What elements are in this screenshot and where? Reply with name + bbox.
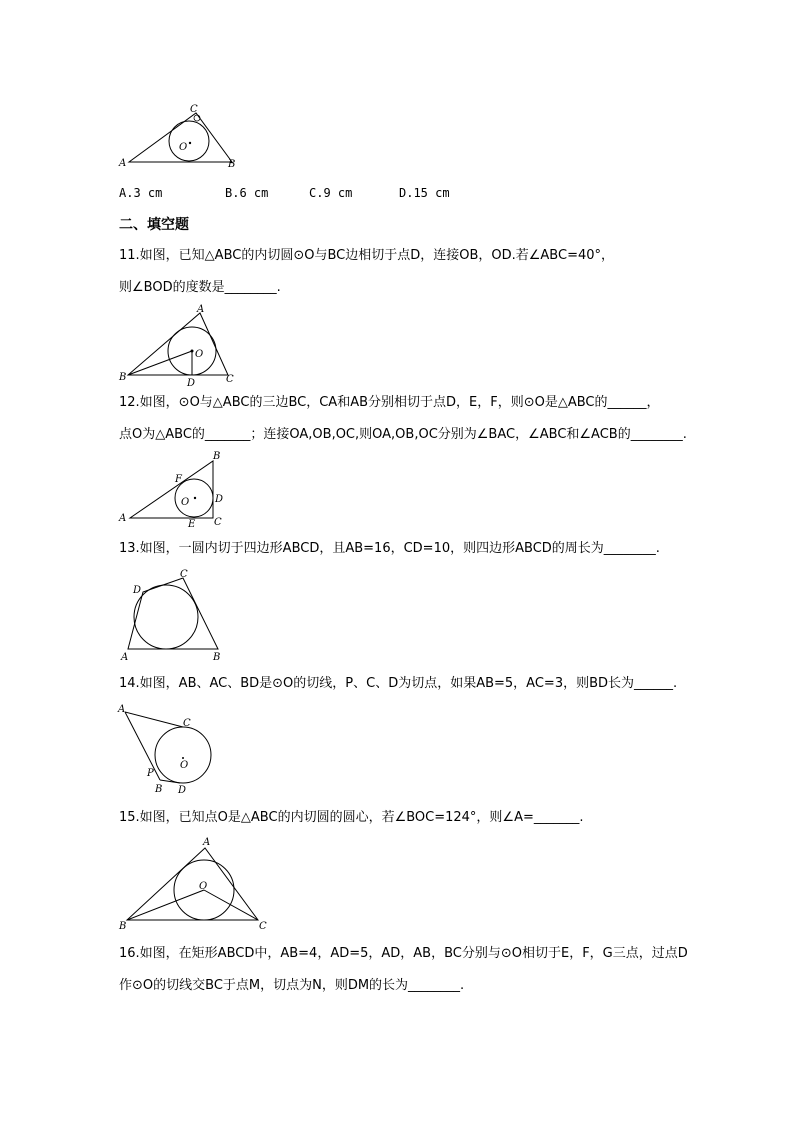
q12-triangle-figure (117, 448, 232, 530)
q15-text-line1: 15.如图，已知点O是△ABC的内切圆的圆心，若∠BOC=124°，则∠A=_______. (119, 810, 584, 825)
label-b: B (155, 784, 163, 795)
label-c: C (180, 569, 188, 580)
label-a: A (119, 158, 127, 169)
triangle-abc (128, 313, 228, 375)
label-b: B (119, 372, 127, 383)
label-b: B (119, 921, 127, 932)
q16-text-line1: 16.如图，在矩形ABCD中，AB=4，AD=5，AD，AB，BC分别与⊙O相切于E，F，G三点，过点D (119, 946, 688, 961)
option-c[interactable]: C.9 cm (309, 186, 353, 200)
q14-tangent-figure (117, 700, 217, 798)
option-d[interactable]: D.15 cm (399, 186, 450, 200)
label-c: C (183, 718, 191, 729)
label-d: D (133, 585, 142, 596)
section-title: 二、填空题 (119, 217, 189, 233)
circle-o (155, 727, 211, 783)
q12-text-line1: 12.如图，⊙O与△ABC的三边BC，CA和AB分别相切于点D，E，F，则⊙O是△ABC的______， (119, 395, 660, 410)
label-a: A (197, 304, 205, 315)
label-o: O (199, 881, 208, 892)
segment-ob (128, 351, 192, 375)
center-dot (182, 757, 184, 759)
q13-quadrilateral-figure (117, 566, 227, 662)
label-e: E (188, 519, 196, 530)
q12-text-line2: 点O为△ABC的_______；连接OA,OB,OC,则OA,OB,OC分别为∠BAC，∠ABC和∠ACB的________. (119, 427, 687, 442)
incircle (169, 121, 209, 161)
q11-triangle-figure (117, 302, 242, 390)
q16-text-line2: 作⊙O的切线交BC于点M，切点为N，则DM的长为________. (119, 978, 465, 993)
label-o: O (179, 142, 188, 153)
label-f: F (175, 474, 182, 485)
label-c: C (226, 374, 234, 385)
label-a: A (121, 652, 129, 663)
triangle-abc (130, 461, 213, 518)
label-a: A (118, 704, 126, 715)
q13-text-line1: 13.如图，一圆内切于四边形ABCD，且AB=16，CD=10，则四边形ABCD的周长为________. (119, 541, 660, 556)
q11-text-line1: 11.如图，已知△ABC的内切圆⊙O与BC边相切于点D，连接OB，OD.若∠ABC=40°， (119, 248, 615, 263)
label-d: D (187, 378, 196, 389)
label-o: O (180, 760, 189, 771)
segment-oc (204, 890, 258, 920)
label-b: B (228, 159, 236, 170)
option-b[interactable]: B.6 cm (225, 186, 269, 200)
center-dot (191, 350, 194, 353)
q14-text-line1: 14.如图，AB、AC、BD是⊙O的切线，P、C、D为切点，如果AB=5，AC=3，则BD长为______. (119, 676, 678, 691)
triangle-abc (129, 113, 232, 162)
tangent-ac (125, 712, 183, 727)
label-o: O (195, 349, 204, 360)
incircle (134, 585, 198, 649)
label-p: P (147, 768, 154, 779)
label-c: C (190, 104, 198, 115)
segment-ob (127, 890, 204, 920)
label-d: D (215, 494, 224, 505)
label-b: B (213, 652, 221, 663)
label-a: A (203, 837, 211, 848)
tangent-bd (160, 780, 180, 783)
label-c: C (214, 517, 222, 528)
tangent-ab (125, 712, 160, 780)
center-dot (194, 497, 196, 499)
label-b: B (213, 451, 221, 462)
label-o: O (181, 497, 190, 508)
q10-triangle-figure (118, 100, 248, 172)
label-c: C (259, 921, 267, 932)
option-a[interactable]: A.3 cm (119, 186, 163, 200)
center-dot (189, 142, 191, 144)
q11-text-line2: 则∠BOD的度数是________. (119, 280, 281, 295)
label-d: D (178, 785, 187, 796)
q15-triangle-figure (117, 833, 272, 933)
label-a: A (119, 513, 127, 524)
